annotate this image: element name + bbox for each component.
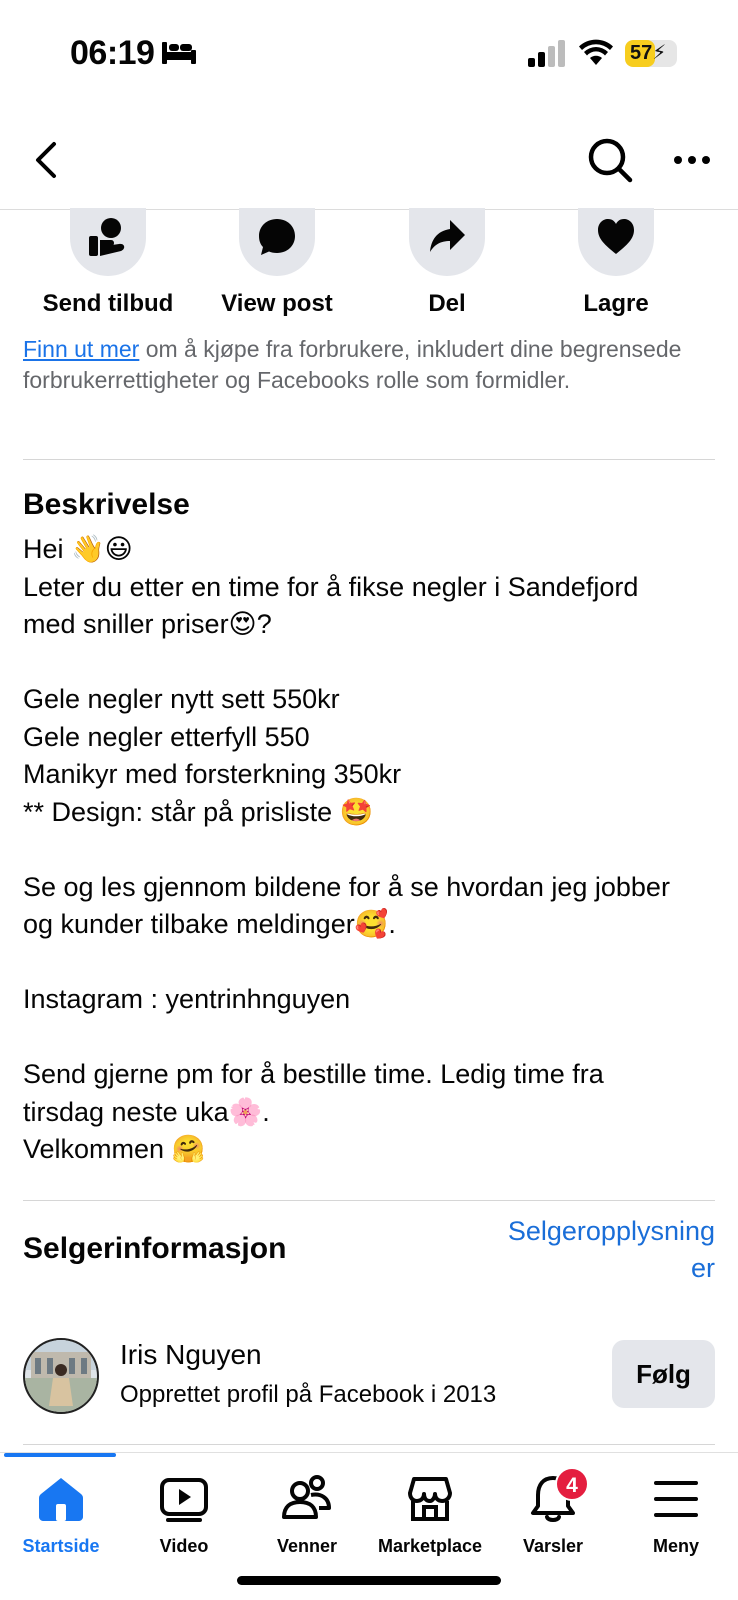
notification-count-badge: 4 <box>555 1467 589 1501</box>
tab-marketplace[interactable] <box>369 1473 491 1557</box>
divider <box>23 1444 715 1445</box>
listing-actions <box>0 208 738 318</box>
wifi-icon <box>578 38 614 68</box>
seller-name[interactable]: Iris Nguyen <box>120 1339 262 1370</box>
marketplace-icon <box>404 1473 456 1525</box>
share-label: Del <box>428 290 466 317</box>
action-circle <box>409 208 485 276</box>
consumer-rights-info <box>23 334 713 396</box>
back-chevron-icon[interactable] <box>26 138 66 182</box>
battery-level: 57 <box>630 42 653 64</box>
tab-video-label: Video <box>159 1536 209 1556</box>
send-offer-label: Send tilbud <box>42 290 174 317</box>
tab-menu[interactable] <box>615 1473 737 1557</box>
follow-button[interactable]: Følg <box>612 1340 715 1408</box>
save-button[interactable] <box>531 208 701 318</box>
tab-notifications-label: Varsler <box>522 1536 584 1556</box>
comment-bubble-icon <box>258 216 296 260</box>
description-line: Hei 👋😃 <box>23 534 133 564</box>
share-arrow-icon <box>428 216 466 260</box>
seller-joined-text: Opprettet profil på Facebook i 2013 <box>120 1381 497 1408</box>
action-circle <box>239 208 315 276</box>
tab-friends-label: Venner <box>276 1536 338 1556</box>
description-line: tirsdag neste uka🌸. <box>23 1096 270 1127</box>
description-line <box>23 1019 723 1057</box>
sleep-focus-icon <box>160 40 198 66</box>
tab-menu-label: Meny <box>652 1536 699 1556</box>
description-line: ** Design: står på prisliste 🤩 <box>23 796 374 827</box>
divider <box>23 459 715 460</box>
home-icon <box>35 1473 87 1525</box>
description-body <box>23 531 723 1169</box>
save-label: Lagre <box>583 290 649 317</box>
action-circle <box>70 208 146 276</box>
description-line: Gele negler nytt sett 550kr <box>23 684 340 714</box>
heart-icon <box>597 216 635 260</box>
action-circle <box>578 208 654 276</box>
description-line <box>23 831 723 869</box>
consumer-rights-text: om å kjøpe fra forbrukere, inkludert dine begrensede forbrukerrettigheter og Facebooks rolle som formidler. <box>23 336 682 393</box>
description-line: Instagram : yentrinhnguyen <box>23 984 351 1014</box>
description-line: og kunder tilbake meldinger🥰. <box>23 909 396 939</box>
description-line <box>23 944 723 982</box>
tab-marketplace-label: Marketplace <box>377 1536 483 1556</box>
friends-icon <box>281 1473 333 1525</box>
tab-friends[interactable] <box>246 1473 368 1557</box>
description-line: Manikyr med forsterkning 350kr <box>23 759 402 789</box>
view-post-label: View post <box>221 290 333 317</box>
menu-icon <box>650 1473 702 1525</box>
signal-icon <box>528 38 568 68</box>
share-button[interactable] <box>362 208 532 318</box>
tab-home-label: Startside <box>22 1536 100 1556</box>
offer-hand-icon <box>89 216 127 260</box>
description-line: Se og les gjennom bildene for å se hvordan jeg jobber <box>23 871 670 902</box>
send-offer-button[interactable] <box>23 208 193 318</box>
description-line: Leter du etter en time for å fikse negler i Sandefjord <box>23 571 639 602</box>
video-icon <box>158 1473 210 1525</box>
home-indicator <box>237 1576 501 1585</box>
status-bar <box>0 0 738 110</box>
view-post-button[interactable] <box>192 208 362 318</box>
seller-details-link[interactable] <box>480 1213 715 1287</box>
seller-avatar[interactable] <box>23 1338 99 1414</box>
navigation-bar <box>0 110 738 210</box>
description-line: Velkommen 🤗 <box>23 1134 206 1164</box>
seller-details-link-line: Selgeropplysning <box>507 1216 715 1246</box>
seller-info-title: Selgerinformasjon <box>23 1232 287 1265</box>
learn-more-link[interactable]: Finn ut mer <box>23 336 140 362</box>
status-time: 06:19 <box>70 34 155 72</box>
more-options-icon[interactable] <box>672 146 712 174</box>
description-title: Beskrivelse <box>23 488 190 521</box>
active-tab-indicator <box>4 1453 116 1457</box>
description-line: Send gjerne pm for å bestille time. Ledig time fra <box>23 1059 604 1089</box>
tab-video[interactable] <box>123 1473 245 1557</box>
search-icon[interactable] <box>586 136 634 184</box>
seller-details-link-line: er <box>690 1253 715 1283</box>
description-line: Gele negler etterfyll 550 <box>23 721 310 752</box>
description-line <box>23 644 723 682</box>
tab-notifications[interactable] <box>492 1473 614 1557</box>
divider <box>23 1200 715 1201</box>
avatar-photo <box>25 1340 97 1412</box>
description-line: med sniller priser😍? <box>23 609 272 639</box>
battery-indicator: 57⚡ <box>625 40 677 67</box>
tab-home[interactable] <box>0 1473 122 1557</box>
